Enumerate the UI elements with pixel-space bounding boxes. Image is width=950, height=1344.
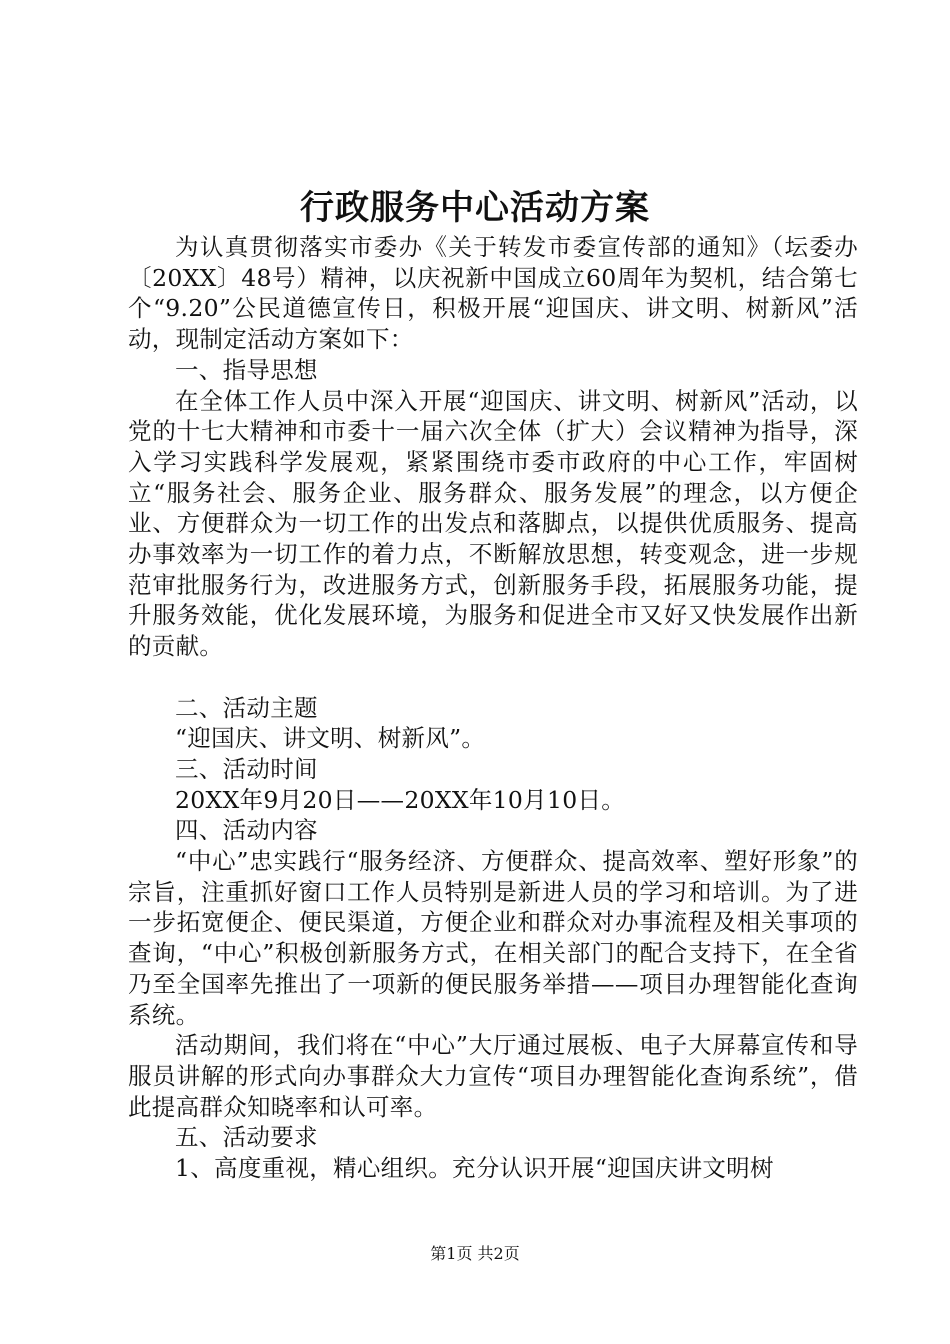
section-heading-content: 四、活动内容 <box>175 816 318 845</box>
blank-line <box>128 662 858 693</box>
section-heading-theme: 二、活动主题 <box>175 693 318 722</box>
document-title: 行政服务中心活动方案 <box>300 188 650 228</box>
requirements-paragraph: 1、高度重视，精心组织。充分认识开展“迎国庆讲文明树 <box>175 1154 774 1183</box>
section-heading-time: 三、活动时间 <box>175 754 318 783</box>
time-paragraph: 20XX年9月20日——20XX年10月10日。 <box>175 785 626 814</box>
section-heading-requirements: 五、活动要求 <box>175 1123 318 1152</box>
page-number-footer: 第1页 共2页 <box>430 1244 520 1263</box>
theme-paragraph: “迎国庆、讲文明、树新风”。 <box>175 724 486 753</box>
content-paragraph: “中心”忠实践行“服务经济、方便群众、提高效率、塑好形象”的宗旨，注重抓好窗口工作人员特别是新进人员的学习和培训。为了进一步拓宽便企、便民渠道，方便企业和群众对办事流程及相关事项的查询，“中心”积极创新服务方式，在相关部门的配合支持下，在全省乃至全国率先推出了一项新的便民服务举措——项目办理智能化查询系统。 <box>128 847 858 1029</box>
intro-paragraph: 为认真贯彻落实市委办《关于转发市委宣传部的通知》（坛委办〔20XX〕48号）精神，以庆祝新中国成立60周年为契机，结合第七个“9.20”公民道德宣传日，积极开展“迎国庆、讲文明、树新风”活动，现制定活动方案如下： <box>128 233 858 354</box>
section-heading-guiding-thought: 一、指导思想 <box>175 355 318 384</box>
content-paragraph-2: 活动期间，我们将在“中心”大厅通过展板、电子大屏幕宣传和导服员讲解的形式向办事群众大力宣传“项目办理智能化查询系统”，借此提高群众知晓率和认可率。 <box>128 1031 858 1121</box>
guiding-thought-paragraph: 在全体工作人员中深入开展“迎国庆、讲文明、树新风”活动，以党的十七大精神和市委十一届六次全体（扩大）会议精神为指导，深入学习实践科学发展观，紧紧围绕市委市政府的中心工作，牢固树立“服务社会、服务企业、服务群众、服务发展”的理念，以方便企业、方便群众为一切工作的出发点和落脚点，以提供优质服务、提高办事效率为一切工作的着力点，不断解放思想，转变观念，进一步规范审批服务行为，改进服务方式，创新服务手段，拓展服务功能，提升服务效能，优化发展环境，为服务和促进全市又好又快发展作出新的贡献。 <box>128 386 858 661</box>
document-body <box>128 232 858 1184</box>
